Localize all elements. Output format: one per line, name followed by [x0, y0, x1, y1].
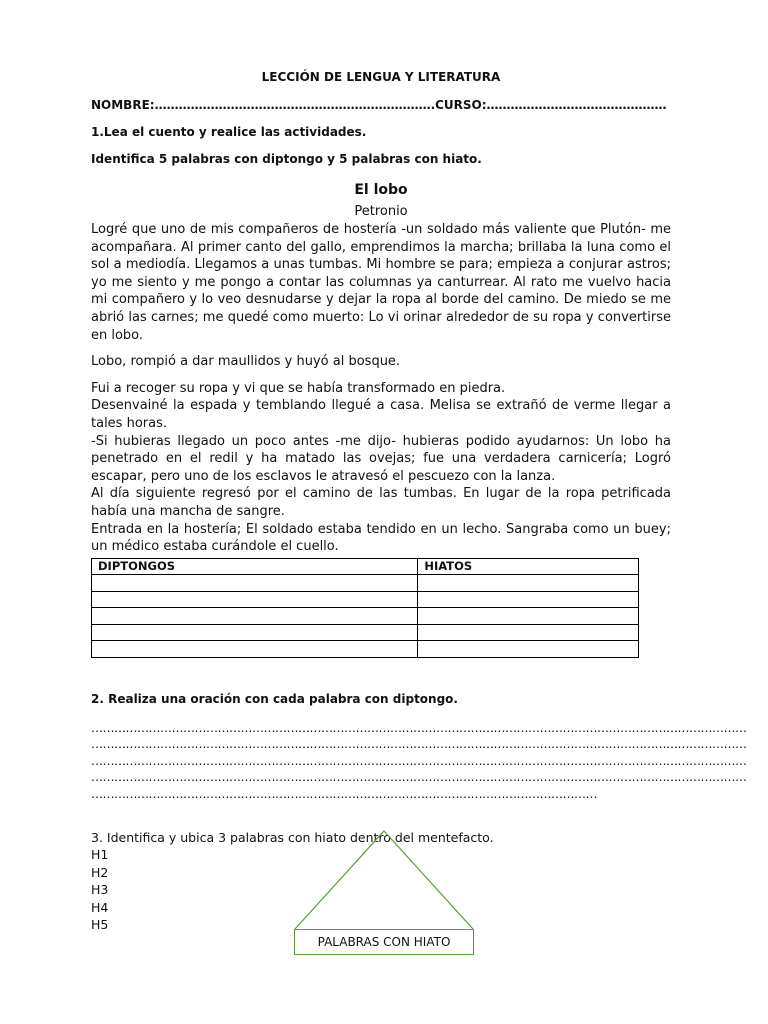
story-paragraph-1: Logré que uno de mis compañeros de hostería -un soldado más valiente que Plutón- me acompañara. Al primer canto del gallo, emprendimos la marcha; brillaba la luna como el sol a mediodía. Llegamos a unas tumbas. Mi hombre se para; empieza a conjurar astros; yo me siento y me pongo a contar las columnas ya canturrear. Al rato me vuelvo hacia mi compañero y lo veo desnudarse y dejar la ropa al borde del camino. De miedo se me abrió las carnes; me quedé como muerto: Lo vi orinar alrededor de su ropa y convertirse en lobo. [91, 222, 671, 343]
table-cell[interactable] [418, 608, 639, 625]
table-cell[interactable] [92, 624, 418, 641]
table-header-hiatos: HIATOS [418, 558, 639, 575]
table-cell[interactable] [418, 591, 639, 608]
answer-lines [91, 720, 747, 803]
instruction-1: 1.Lea el cuento y realice las actividades. [91, 125, 367, 139]
hiato-item: H2 [91, 864, 109, 880]
hiato-item: H5 [91, 917, 109, 933]
name-course-line: NOMBRE:…………………………………………………………….CURSO:……………………………………… [91, 98, 667, 112]
story-author: Petronio [354, 204, 408, 219]
hiato-item: H3 [91, 882, 109, 898]
table-row [92, 591, 639, 608]
story-paragraph-6: Al día siguiente regresó por el camino de las tumbas. En lugar de la ropa petrificada había una mancha de sangre. [91, 486, 671, 519]
story-paragraph-2: Lobo, rompió a dar maullidos y huyó al bosque. [91, 354, 401, 370]
mentefacto-diagram [294, 830, 474, 958]
story-paragraph-4: Desenvainé la espada y temblando llegué a casa. Melisa se extrañó de verme llegar a tales horas. [91, 398, 671, 431]
answer-line[interactable]: ……………………………………………………………………………………………………………………………………………………… [91, 720, 747, 735]
story-paragraph-3: Fui a recoger su ropa y vi que se había transformado en piedra. [91, 380, 506, 396]
instruction-2: Identifica 5 palabras con diptongo y 5 palabras con hiato. [91, 152, 482, 166]
answer-line[interactable]: …………………………………………………………………………………………………………………… [91, 786, 597, 801]
hiato-item: H4 [91, 899, 109, 915]
table-cell[interactable] [92, 641, 418, 658]
table-row [92, 624, 639, 641]
table-cell[interactable] [418, 624, 639, 641]
table-cell[interactable] [92, 575, 418, 592]
table-cell[interactable] [92, 591, 418, 608]
table-row [92, 575, 639, 592]
question-2-label: 2. Realiza una oración con cada palabra con diptongo. [91, 691, 458, 706]
worksheet-page [91, 68, 747, 934]
table-header-row [92, 558, 639, 575]
table-header-diptongos: DIPTONGOS [92, 558, 418, 575]
story-paragraph-7: Entrada en la hostería; El soldado estaba tendido en un lecho. Sangraba como un buey; un médico estaba curándole el cuello. [91, 521, 671, 555]
hiato-item: H1 [91, 847, 109, 863]
story-title: El lobo [354, 182, 408, 198]
table-cell[interactable] [418, 641, 639, 658]
table-row [92, 641, 639, 658]
diptongos-hiatos-table [91, 558, 639, 658]
table-cell[interactable] [418, 575, 639, 592]
lesson-title: LECCIÓN DE LENGUA Y LITERATURA [261, 70, 501, 84]
answer-line[interactable]: ……………………………………………………………………………………………………………………………………………………… [91, 753, 747, 768]
table-row [92, 608, 639, 625]
question-3-label: 3. Identifica y ubica 3 palabras con hiato dentro del mentefacto. [91, 830, 494, 846]
answer-line[interactable]: ……………………………………………………………………………………………………………………………………………………… [91, 737, 747, 752]
triangle-shape [294, 830, 474, 930]
answer-line[interactable]: ……………………………………………………………………………………………………………………………………………………… [91, 770, 747, 785]
diagram-label-box: PALABRAS CON HIATO [294, 929, 474, 955]
table-cell[interactable] [92, 608, 418, 625]
story-paragraph-5: -Si hubieras llegado un poco antes -me dijo- hubieras podido ayudarnos: Un lobo ha penetrado en el redil y ha matado las ovejas; fue una verdadera carnicería; Logró escapar, pero uno de los esclavos le atravesó el pescuezo con la lanza. [91, 433, 671, 484]
